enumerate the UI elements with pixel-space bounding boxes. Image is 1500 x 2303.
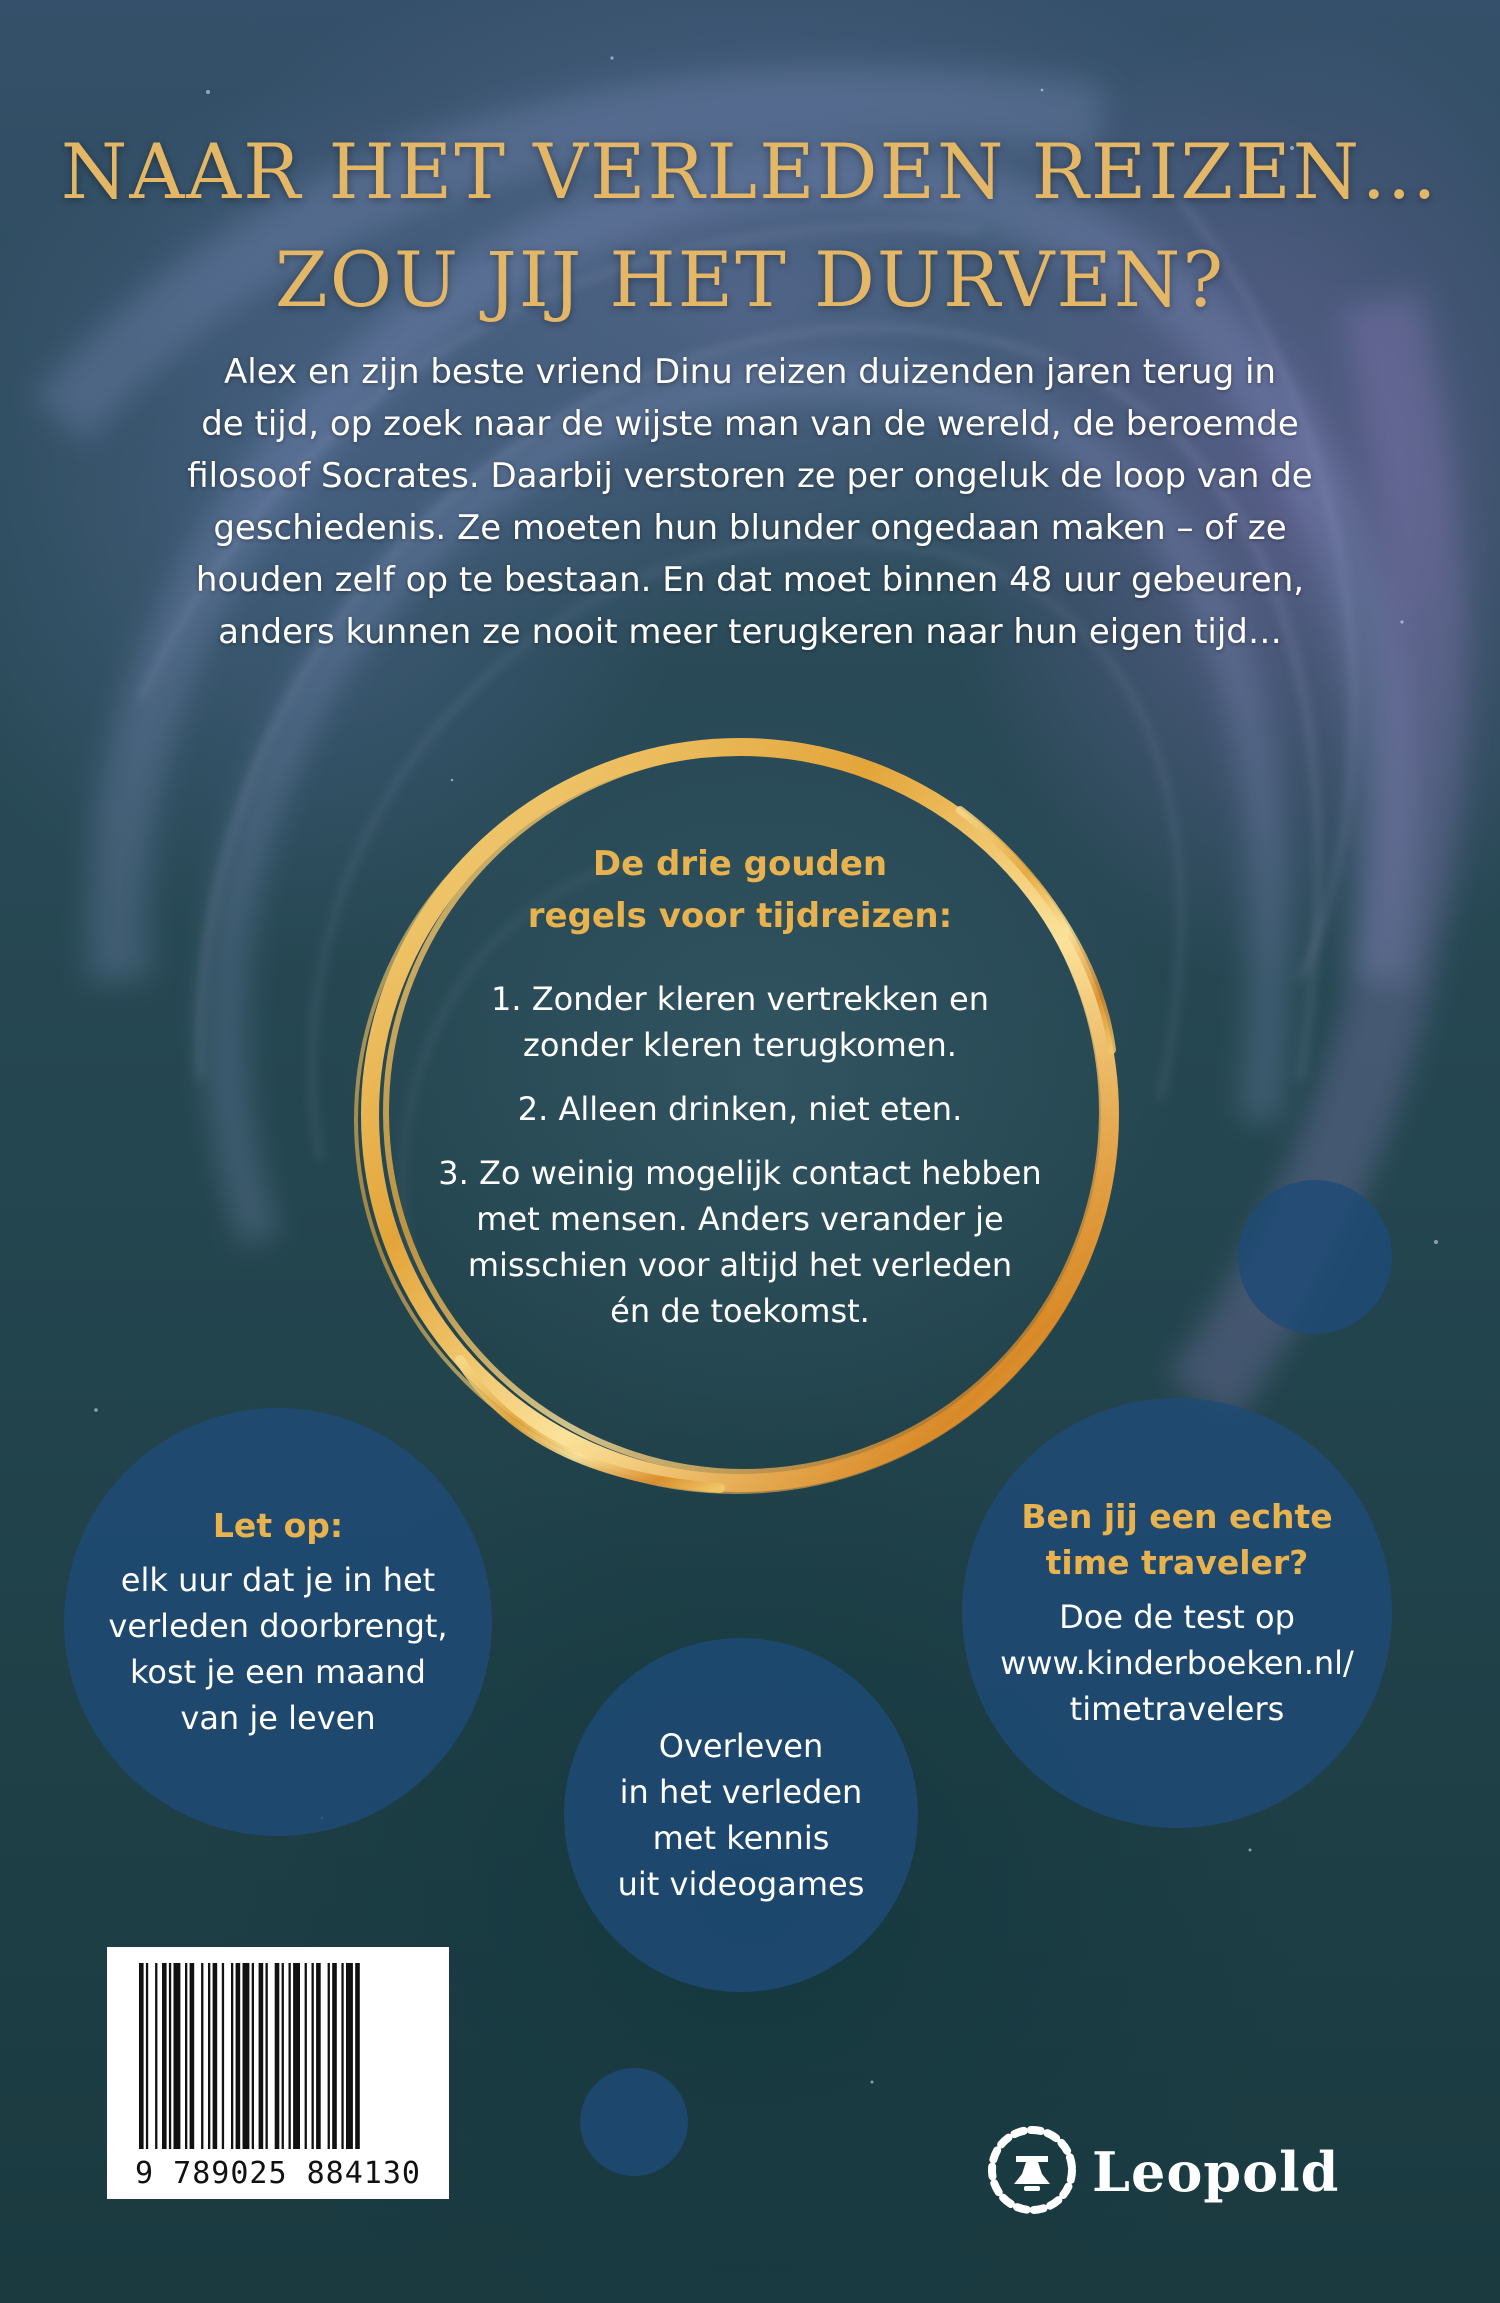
blurb-line: houden zelf op te bestaan. En dat moet binnen 48 uur gebeuren,	[195, 560, 1305, 600]
rules-title-line-1: De drie gouden	[592, 844, 888, 884]
barcode-bar	[243, 1963, 250, 2149]
publisher-logo	[980, 2118, 1380, 2222]
barcode-bar	[266, 1963, 268, 2149]
blurb-line: filosoof Socrates. Daarbij verstoren ze per ongeluk de loop van de	[187, 456, 1313, 496]
barcode-bar	[208, 1963, 210, 2149]
barcode-bar	[146, 1963, 148, 2149]
barcode-bar	[312, 1963, 314, 2149]
barcode-bar	[236, 1963, 241, 2149]
barcode-bar	[355, 1963, 360, 2149]
test-text: Doe de test op www.kinderboeken.nl/ timetravelers	[1000, 1598, 1354, 1728]
barcode-bar	[289, 1963, 291, 2149]
rule-item-2: 2. Alleen drinken, niet eten.	[517, 1090, 963, 1128]
barcode-bar	[293, 1963, 300, 2149]
headline	[0, 118, 1500, 334]
barcode-bar	[155, 1963, 157, 2149]
barcode-bars	[139, 1963, 417, 2149]
rules-title	[400, 838, 1080, 942]
barcode-bar	[174, 1963, 181, 2149]
barcode-bar	[328, 1963, 330, 2149]
barcode-bar	[169, 1963, 171, 2149]
barcode-bar	[222, 1963, 224, 2149]
barcode-bar	[162, 1963, 167, 2149]
rule-item-3: 3. Zo weinig mogelijk contact hebben met mensen. Anders verander je misschien voor altijd het verleden én de toekomst.	[438, 1154, 1042, 1330]
isbn-number: 9 789025 884130	[135, 2156, 421, 2191]
let-op-title: Let op:	[212, 1506, 344, 1545]
rules-title-line-2: regels voor tijdreizen:	[527, 896, 953, 936]
headline-line-1: NAAR HET VERLEDEN REIZEN…	[60, 127, 1440, 216]
let-op-bubble	[64, 1408, 492, 1836]
blurb-line: de tijd, op zoek naar de wijste man van de wereld, de beroemde	[201, 404, 1299, 444]
time-traveler-test-bubble	[962, 1398, 1392, 1828]
decorative-bubble-small	[1238, 1180, 1392, 1334]
publisher-name: Leopold	[1092, 2140, 1340, 2204]
barcode-bar	[252, 1963, 254, 2149]
blurb-paragraph	[150, 346, 1350, 658]
survive-text: Overleven in het verleden met kennis uit videogames	[617, 1727, 865, 1903]
blurb-line: geschiedenis. Ze moeten hun blunder ongedaan maken – of ze	[213, 508, 1287, 548]
leopold-lion-icon	[980, 2118, 1084, 2222]
time-travel-rules	[400, 838, 1080, 1334]
rule-item-1: 1. Zonder kleren vertrekken en zonder kleren terugkomen.	[490, 980, 989, 1064]
barcode-bar	[185, 1963, 187, 2149]
survive-bubble	[564, 1638, 918, 1992]
barcode-bar	[275, 1963, 280, 2149]
blurb-line: Alex en zijn beste vriend Dinu reizen duizenden jaren terug in	[224, 352, 1276, 392]
barcode-bar	[346, 1963, 353, 2149]
barcode-bar	[201, 1963, 203, 2149]
barcode-bar	[231, 1963, 233, 2149]
barcode-bar	[332, 1963, 337, 2149]
headline-line-2: ZOU JIJ HET DURVEN?	[274, 235, 1226, 324]
barcode-bar	[282, 1963, 284, 2149]
barcode-bar	[190, 1963, 195, 2149]
barcode-bar	[305, 1963, 307, 2149]
barcode-bar	[259, 1963, 264, 2149]
test-title: Ben jij een echte time traveler?	[1021, 1497, 1333, 1582]
blurb-line: anders kunnen ze nooit meer terugkeren naar hun eigen tijd…	[218, 612, 1282, 652]
isbn-barcode	[107, 1947, 449, 2199]
barcode-bar	[213, 1963, 218, 2149]
decorative-bubble-tiny	[580, 2068, 688, 2176]
barcode-bar	[316, 1963, 321, 2149]
barcode-bar	[341, 1963, 343, 2149]
barcode-bar	[139, 1963, 144, 2149]
let-op-text: elk uur dat je in het verleden doorbrengt, kost je een maand van je leven	[108, 1561, 448, 1737]
